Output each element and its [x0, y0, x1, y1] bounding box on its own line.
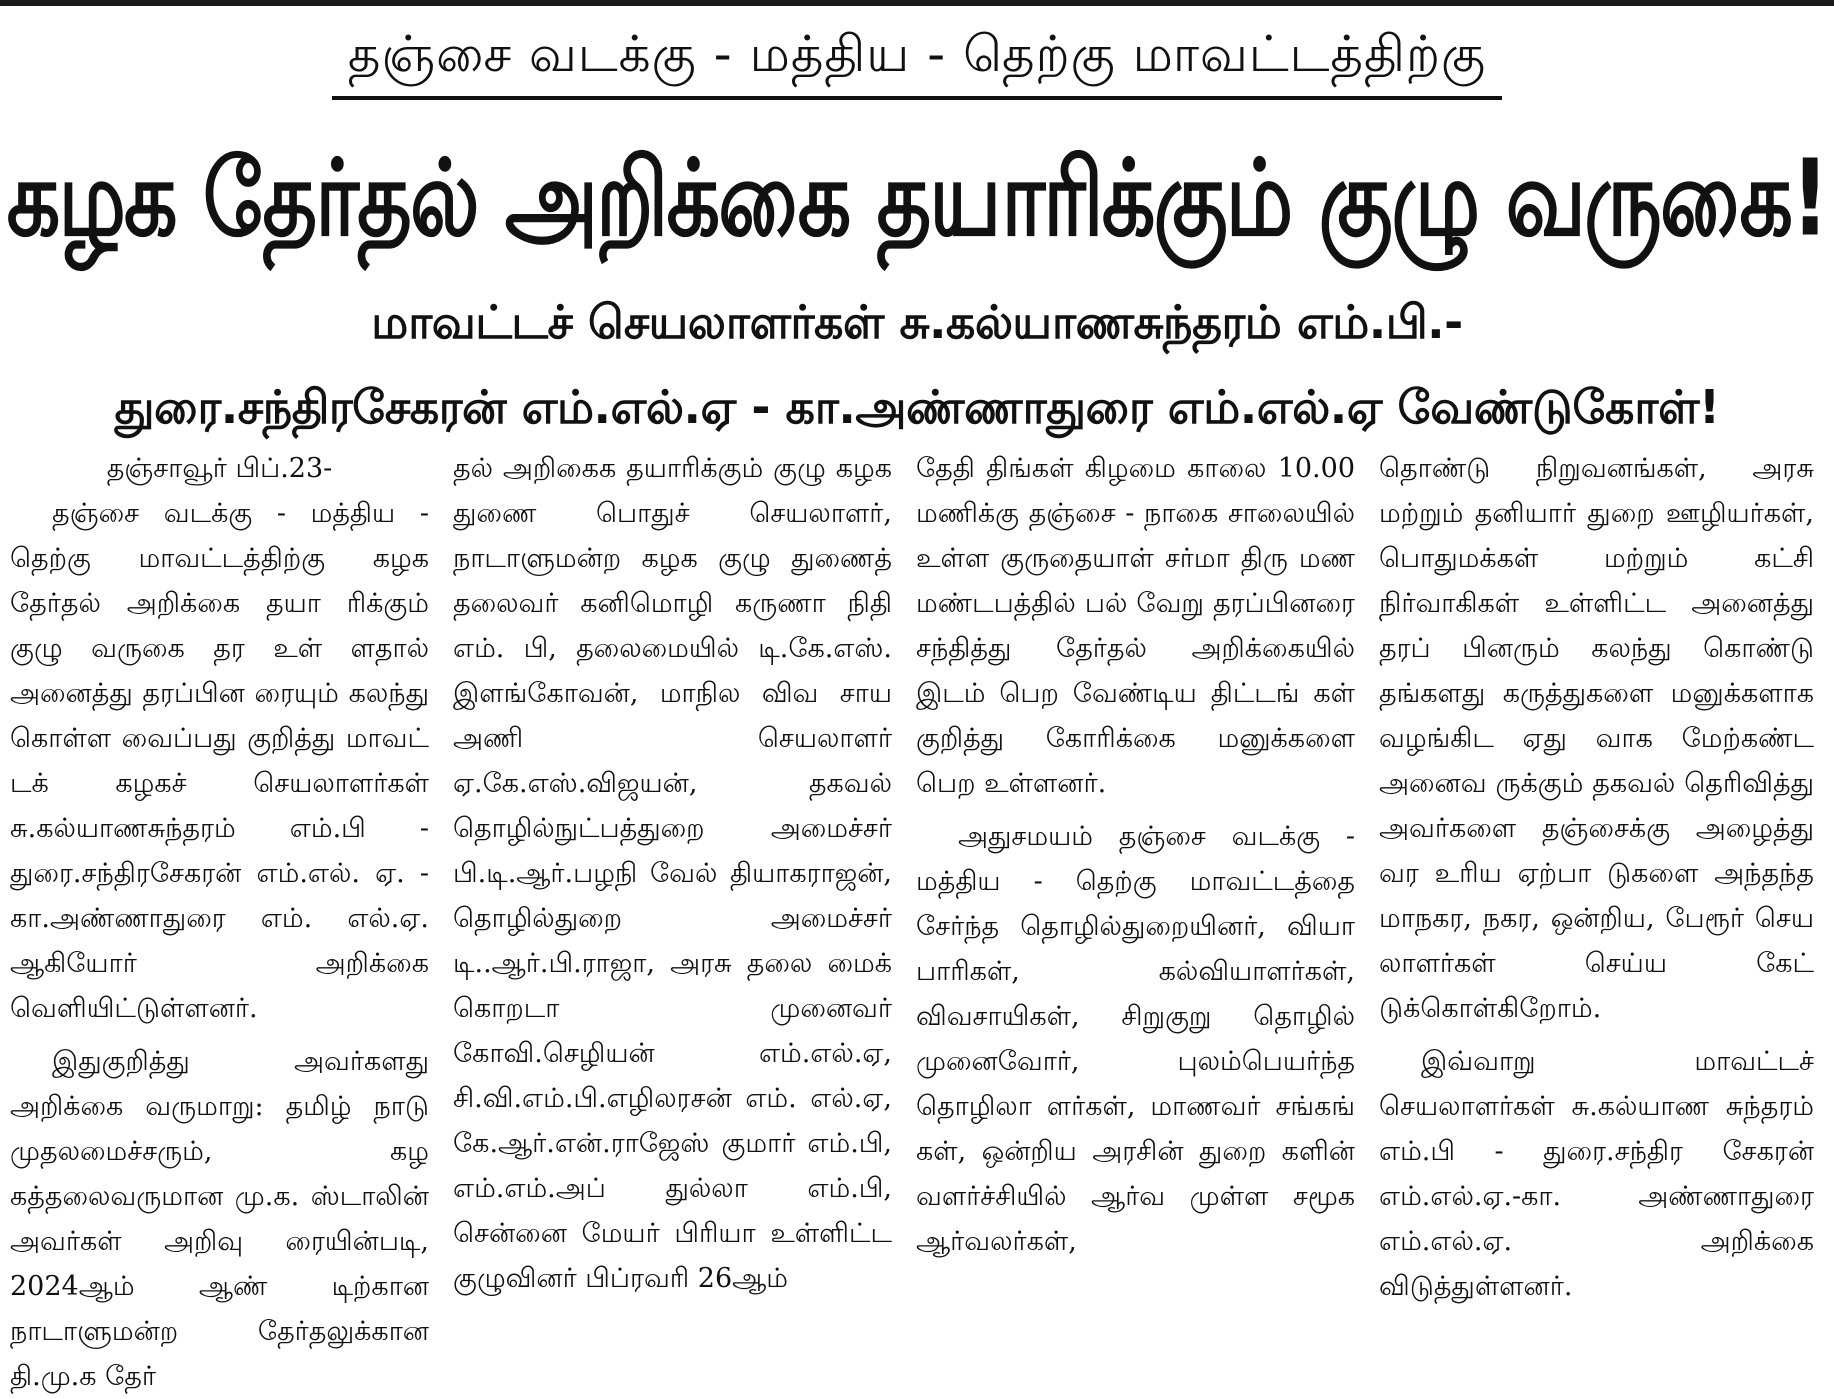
- top-rule: [0, 0, 1834, 6]
- kicker-text: தஞ்சை வடக்கு - மத்திய - தெற்கு மாவட்டத்திற்கு: [332, 14, 1502, 100]
- body-paragraph: அதுசமயம் தஞ்சை வடக்கு - மத்திய - தெற்கு மாவட்டத்தை சேர்ந்த தொழில்துறையினர், வியா பாரிகள், கல்வியாளர்கள், விவசாயிகள், சிறுகுறு தொழில் முனைவோர், புலம்பெயர்ந்த தொழிலா ளர்கள், மாணவர் சங்கங் கள், ஒன்றிய அரசின் துறை களின் வளர்ச்சியில் ஆர்வ முள்ள சமூக ஆர்வலர்கள்,: [916, 821, 1355, 1257]
- article-column-1: [10, 446, 441, 1399]
- body-paragraph: இதுகுறித்து அவர்களது அறிக்கை வருமாறு: தமிழ் நாடு முதலமைச்சரும், கழ கத்தலைவருமான மு.க. ஸ்டாலின் அவர்கள் அறிவு ரையின்படி, 2024ஆம் ஆண் டிற்கான நாடாளுமன்ற தேர்தலுக்கான தி.மு.க தேர்: [10, 1046, 429, 1392]
- article-column-3: [904, 446, 1367, 1399]
- article-body: [10, 446, 1826, 1392]
- subheadline-line-2: துரை.சந்திரசேகரன் எம்.எல்.ஏ - கா.அண்ணாதுரை எம்.எல்.ஏ வேண்டுகோள்!: [114, 380, 1720, 434]
- dateline: தஞ்சாவூர் பிப்.23-: [106, 453, 333, 484]
- main-headline: கழக தேர்தல் அறிக்கை தயாரிக்கும் குழு வருகை!: [6, 136, 1828, 260]
- article-column-2: [441, 446, 904, 1399]
- body-paragraph: தஞ்சை வடக்கு - மத்திய - தெற்கு மாவட்டத்திற்கு கழக தேர்தல் அறிக்கை தயா ரிக்கும் குழு வருகை தர உள் ளதால் அனைத்து தரப்பின ரையும் கலந்து கொள்ள வைப்பது குறித்து மாவட் டக் கழகச் செயலாளர்கள் சு.கல்யாணசுந்தரம் எம்.பி - துரை.சந்திரசேகரன் எம்.எல். ஏ. - கா.அண்ணாதுரை எம். எல்.ஏ. ஆகியோர் அறிக்கை வெளியிட்டுள்ளனர்.: [10, 498, 429, 1024]
- kicker-heading: [0, 14, 1834, 100]
- body-paragraph: தொண்டு நிறுவனங்கள், அரசு மற்றும் தனியார் துறை ஊழியர்கள், பொதுமக்கள் மற்றும் கட்சி நிர்வாகிகள் உள்ளிட்ட அனைத்து தரப் பினரும் கலந்து கொண்டு தங்களது கருத்துகளை மனுக்களாக வழங்கிட ஏது வாக மேற்கண்ட அனைவ ருக்கும் தகவல் தெரிவித்து அவர்களை தஞ்சைக்கு அழைத்து வர உரிய ஏற்பா டுகளை அந்தந்த மாநகர, நகர, ஒன்றிய, பேரூர் செய லாளர்கள் செய்ய கேட் டுக்கொள்கிறோம்.: [1379, 453, 1814, 1024]
- body-paragraph: இவ்வாறு மாவட்டச் செயலாளர்கள் சு.கல்யாண சுந்தரம் எம்.பி - துரை.சந்திர சேகரன் எம்.எல்.ஏ.-கா. அண்ணாதுரை எம்.எல்.ஏ. அறிக்கை விடுத்துள்ளனர்.: [1379, 1046, 1814, 1302]
- article-column-4: [1367, 446, 1826, 1399]
- body-paragraph: தல் அறிகைக தயாரிக்கும் குழு கழக துணை பொதுச் செயலாளர், நாடாளுமன்ற கழக குழு துணைத் தலைவர் கனிமொழி கருணா நிதி எம். பி, தலைமையில் டி.கே.எஸ். இளங்கோவன், மாநில விவ சாய அணி செயலாளர் ஏ.கே.எஸ்.விஜயன், தகவல் தொழில்நுட்பத்துறை அமைச்சர் பி.டி.ஆர்.பழநி வேல் தியாகராஜன், தொழில்துறை அமைச்சர் டி..ஆர்.பி.ராஜா, அரசு தலை மைக் கொறடா முனைவர் கோவி.செழியன் எம்.எல்.ஏ, சி.வி.எம்.பி.எழிலரசன் எம். எல்.ஏ, கே.ஆர்.என்.ராஜேஸ் குமார் எம்.பி, எம்.எம்.அப் துல்லா எம்.பி, சென்னை மேயர் பிரியா உள்ளிட்ட குழுவினர் பிப்ரவரி 26ஆம்: [453, 453, 892, 1294]
- body-paragraph: தேதி திங்கள் கிழமை காலை 10.00 மணிக்கு தஞ்சை - நாகை சாலையில் உள்ள குருதையாள் சர்மா திரு மண மண்டபத்தில் பல் வேறு தரப்பினரை சந்தித்து தேர்தல் அறிக்கையில் இடம் பெற வேண்டிய திட்டங் கள் குறித்து கோரிக்கை மனுக்களை பெற உள்ளனர்.: [916, 453, 1355, 799]
- subheadline-line-1: மாவட்டச் செயலாளர்கள் சு.கல்யாணசுந்தரம் எம்.பி.-: [371, 295, 1463, 349]
